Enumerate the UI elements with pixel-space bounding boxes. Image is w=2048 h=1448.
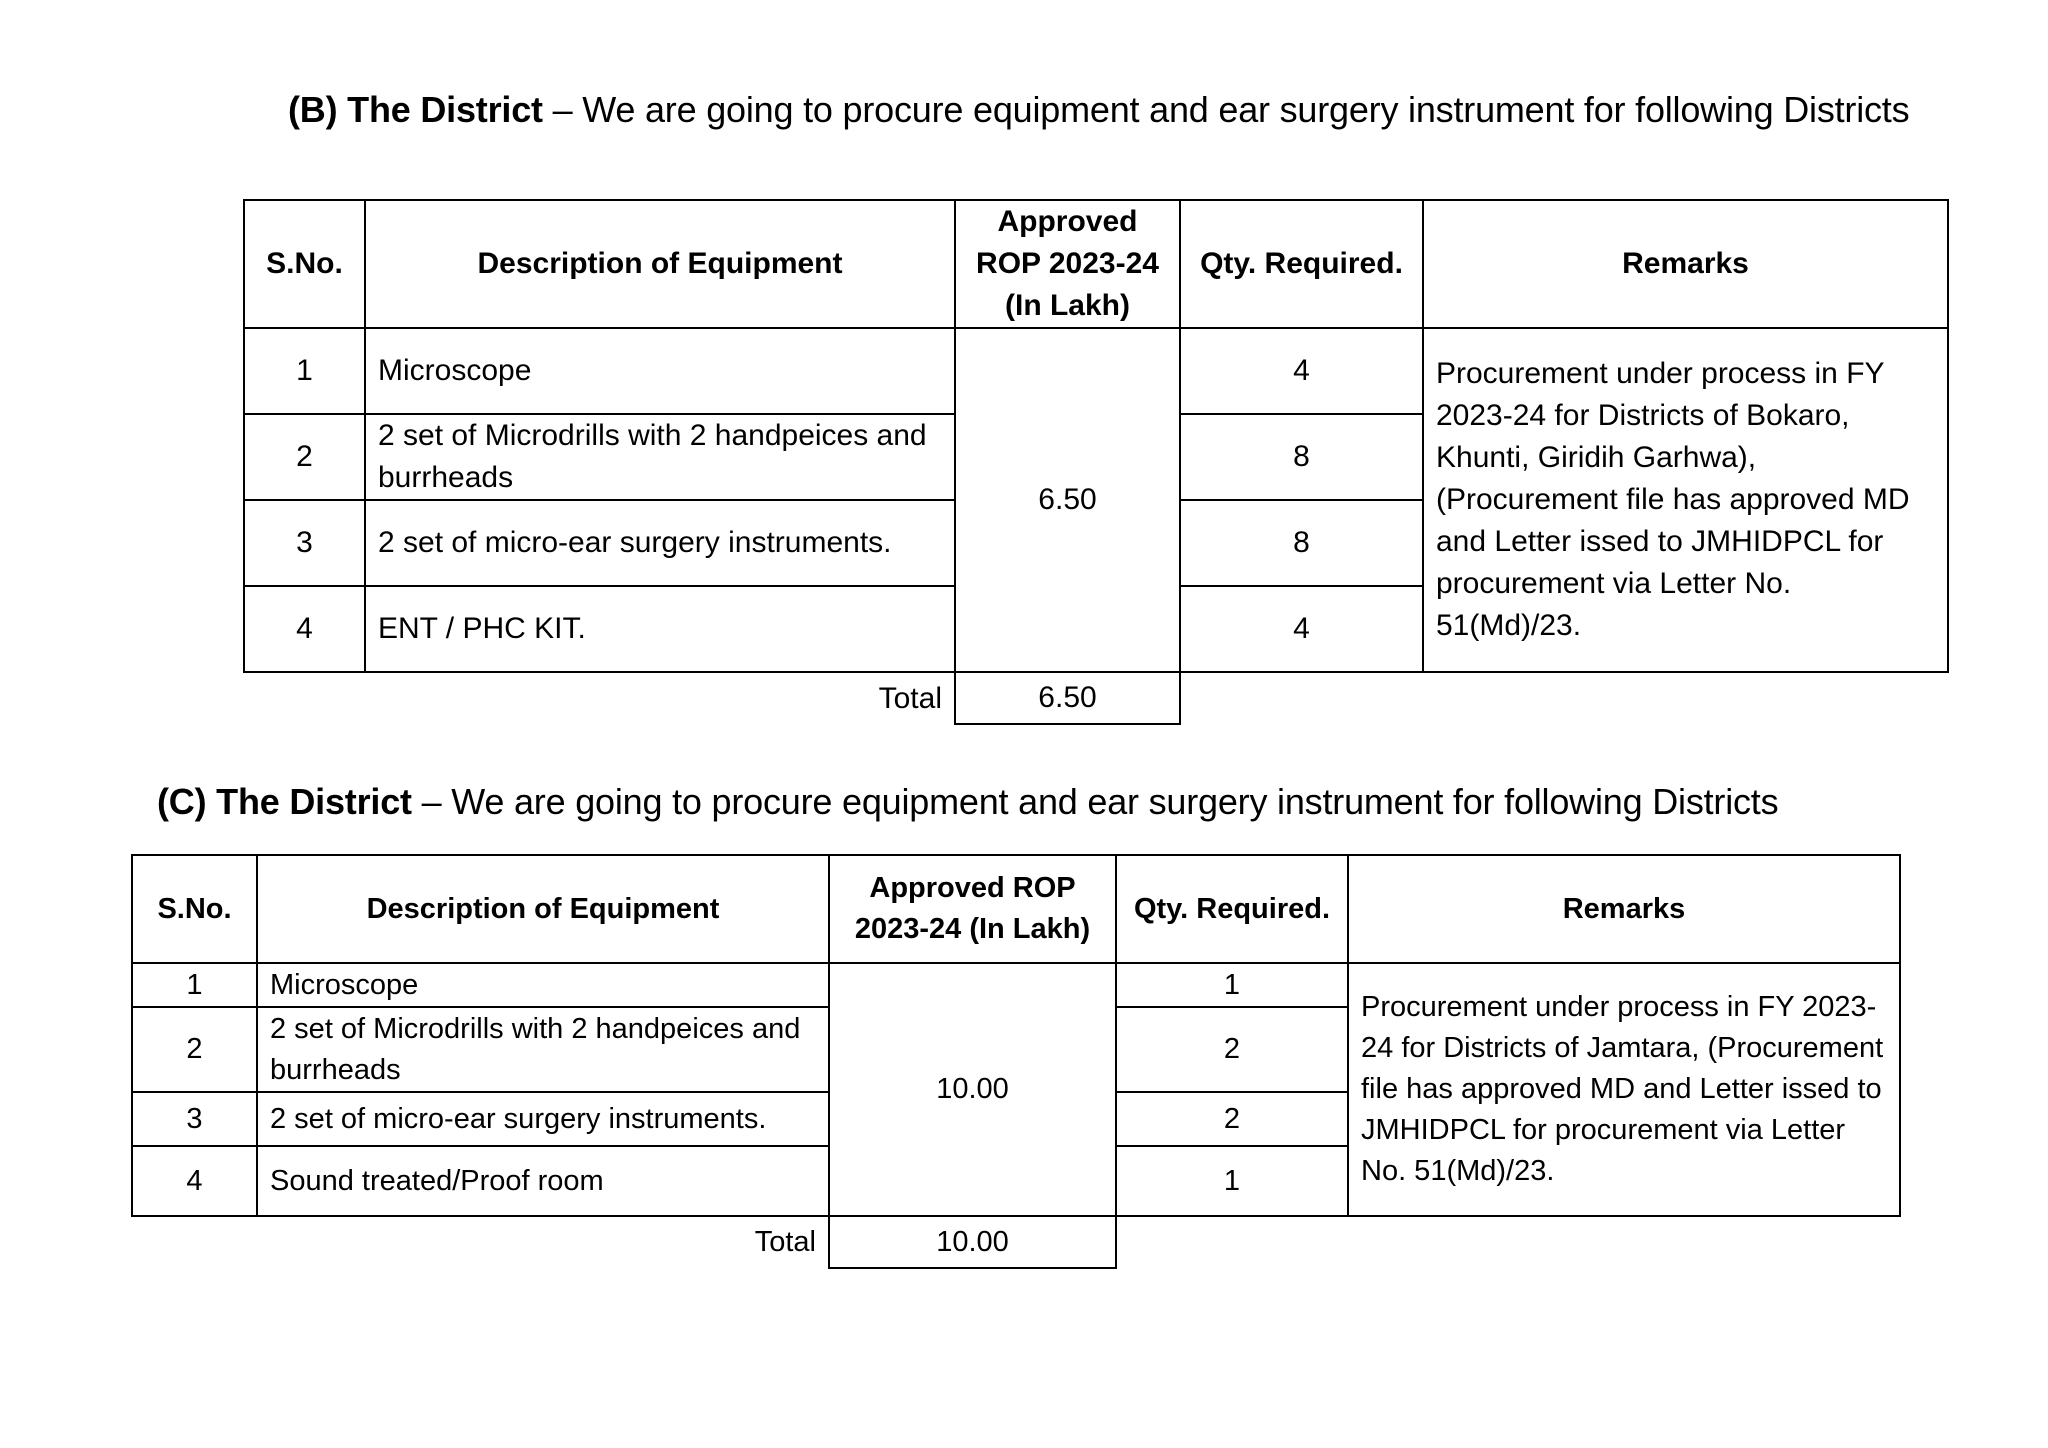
table-header-row bbox=[244, 200, 1948, 328]
approved-rop-value: 6.50 bbox=[955, 328, 1180, 672]
table-row bbox=[244, 328, 1948, 414]
header-approved-rop: Approved ROP 2023-24 (In Lakh) bbox=[955, 200, 1180, 328]
row-sno: 3 bbox=[132, 1092, 257, 1146]
row-sno: 2 bbox=[132, 1007, 257, 1092]
header-description: Description of Equipment bbox=[257, 855, 829, 963]
row-qty: 2 bbox=[1116, 1007, 1348, 1092]
header-qty: Qty. Required. bbox=[1180, 200, 1423, 328]
row-description: 2 set of micro-ear surgery instruments. bbox=[365, 500, 955, 586]
header-description: Description of Equipment bbox=[365, 200, 955, 328]
header-sno: S.No. bbox=[132, 855, 257, 963]
section-c-heading-bold: (C) The District bbox=[157, 781, 412, 822]
row-description: Microscope bbox=[257, 963, 829, 1007]
row-qty: 1 bbox=[1116, 1146, 1348, 1216]
section-b-heading bbox=[288, 88, 1909, 132]
section-b-heading-text: – We are going to procure equipment and ear surgery instrument for following Districts bbox=[542, 89, 1910, 130]
row-sno: 2 bbox=[244, 414, 365, 500]
row-qty: 8 bbox=[1180, 500, 1423, 586]
row-sno: 3 bbox=[244, 500, 365, 586]
row-description: 2 set of Microdrills with 2 handpeices and burrheads bbox=[257, 1007, 829, 1092]
row-sno: 1 bbox=[132, 963, 257, 1007]
total-label: Total bbox=[754, 1226, 816, 1258]
row-qty: 4 bbox=[1180, 328, 1423, 414]
row-qty: 8 bbox=[1180, 414, 1423, 500]
total-row bbox=[244, 672, 1948, 724]
row-sno: 4 bbox=[132, 1146, 257, 1216]
row-description: Microscope bbox=[365, 328, 955, 414]
header-sno: S.No. bbox=[244, 200, 365, 328]
header-remarks: Remarks bbox=[1348, 855, 1900, 963]
total-value: 6.50 bbox=[955, 672, 1180, 724]
table-header-row bbox=[132, 855, 1900, 963]
section-c-heading-text: – We are going to procure equipment and ear surgery instrument for following Districts bbox=[411, 781, 1779, 822]
header-remarks: Remarks bbox=[1423, 200, 1948, 328]
header-qty: Qty. Required. bbox=[1116, 855, 1348, 963]
total-row bbox=[132, 1216, 1900, 1268]
row-description: ENT / PHC KIT. bbox=[365, 586, 955, 672]
table-row bbox=[132, 963, 1900, 1007]
row-description: 2 set of Microdrills with 2 handpeices and burrheads bbox=[365, 414, 955, 500]
section-b-equipment-table bbox=[243, 199, 1949, 725]
row-qty: 4 bbox=[1180, 586, 1423, 672]
row-qty: 2 bbox=[1116, 1092, 1348, 1146]
remarks-text: Procurement under process in FY 2023-24 for Districts of Bokaro, Khunti, Giridih Garhwa), (Procurement file has approved MD and Letter issed to JMHIDPCL for procurement via Letter No. 51(Md)/23. bbox=[1423, 328, 1948, 672]
total-label: Total bbox=[878, 681, 942, 715]
remarks-text: Procurement under process in FY 2023-24 for Districts of Jamtara, (Procurement file has approved MD and Letter issed to JMHIDPCL for procurement via Letter No. 51(Md)/23. bbox=[1348, 963, 1900, 1216]
section-c-heading bbox=[157, 780, 1778, 824]
row-description: Sound treated/Proof room bbox=[257, 1146, 829, 1216]
row-sno: 4 bbox=[244, 586, 365, 672]
section-c-equipment-table bbox=[131, 854, 1901, 1269]
section-b-heading-bold: (B) The District bbox=[288, 89, 543, 130]
row-description: 2 set of micro-ear surgery instruments. bbox=[257, 1092, 829, 1146]
header-approved-rop: Approved ROP 2023-24 (In Lakh) bbox=[829, 855, 1116, 963]
total-value: 10.00 bbox=[829, 1216, 1116, 1268]
row-qty: 1 bbox=[1116, 963, 1348, 1007]
approved-rop-value: 10.00 bbox=[829, 963, 1116, 1216]
row-sno: 1 bbox=[244, 328, 365, 414]
